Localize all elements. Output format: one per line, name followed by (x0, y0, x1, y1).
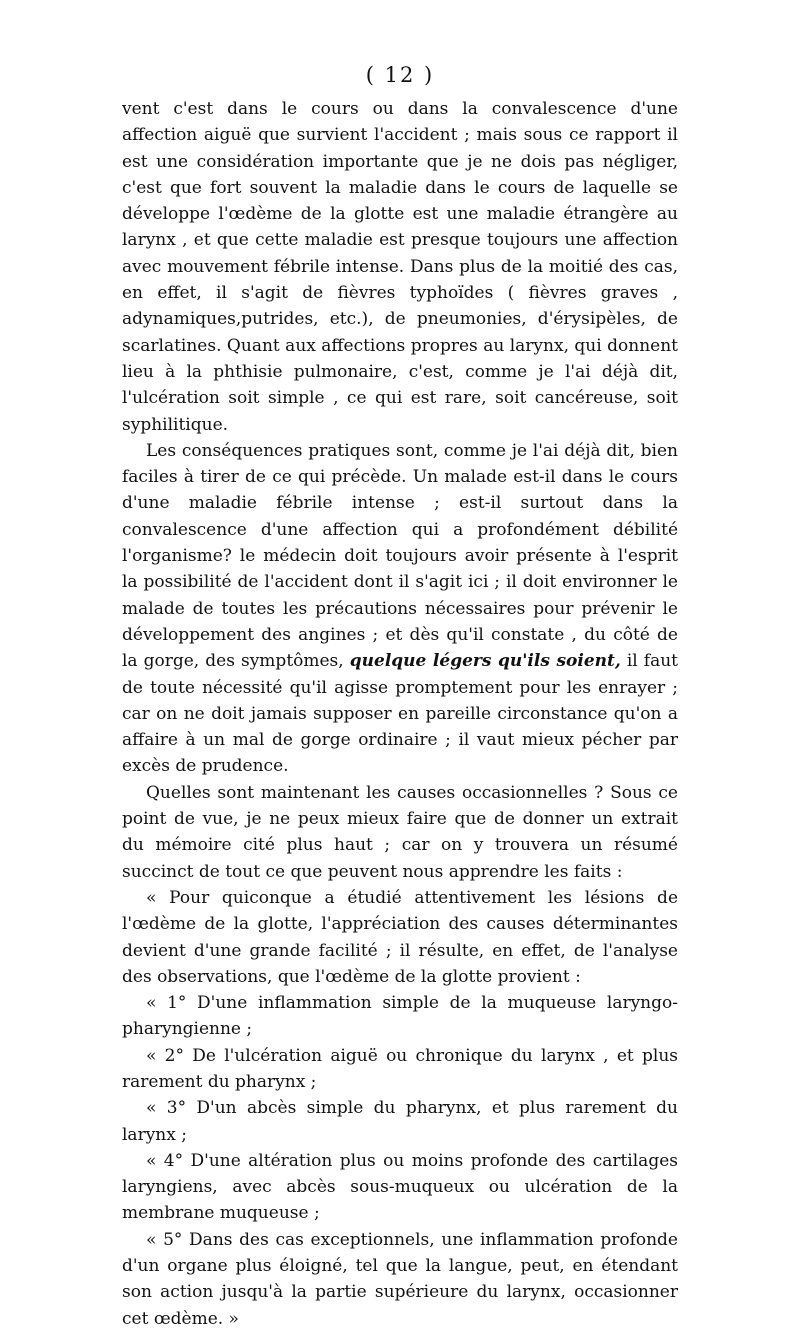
body-text (122, 96, 678, 1332)
cause-item-5: « 5° Dans des cas exceptionnels, une inflammation profonde d'un organe plus éloigné, tel que la langue, peut, en étendant son action jusqu'à la partie supérieure du larynx, occasionner cet œdème. » (122, 1229, 678, 1329)
paragraph-practical-consequences (122, 438, 678, 780)
emphasized-phrase: quelque légers qu'ils soient, (349, 651, 621, 672)
page-number: ( 12 ) (365, 63, 435, 87)
cause-item-3: « 3° D'un abcès simple du pharynx, et plus rarement du larynx ; (122, 1098, 678, 1145)
quotation-intro: « Pour quiconque a étudié attentivement les lésions de l'œdème de la glotte, l'appréciation des causes déterminantes devient d'une grande facilité ; il résulte, en effet, de l'analyse des observations, que l'œdème de la glotte provient : (122, 887, 678, 987)
paragraph-text: Les conséquences pratiques sont, comme je l'ai déjà dit, bien faciles à tirer de ce qui précède. Un malade est-il dans le cours d'une maladie fébrile intense ; est-il surtout dans la convalescence d'une affection qui a profondément débilité l'organisme? le médecin doit toujours avoir présente à l'esprit la possibilité de l'accident dont il s'agit ici ; il doit environner le malade de toutes les précautions nécessaires pour prévenir le développement des angines ; et dès qu'il constate , du côté de la gorge, des symptômes, (122, 440, 678, 672)
cause-item-4: « 4° D'une altération plus ou moins profonde des cartilages laryngiens, avec abcès sous-muqueux ou ulcération de la membrane muqueuse ; (122, 1150, 678, 1224)
paragraph-text: il faut de toute nécessité qu'il agisse promptement pour les enrayer ; car on ne doit jamais supposer en pareille circonstance qu'on a affaire à un mal de gorge ordinaire ; il vaut mieux pécher par excès de prudence. (122, 651, 679, 777)
cause-item-1: « 1° D'une inflammation simple de la muqueuse laryngo-pharyngienne ; (122, 993, 678, 1040)
paragraph-occasional-causes: Quelles sont maintenant les causes occasionnelles ? Sous ce point de vue, je ne peux mieux faire que de donner un extrait du mémoire cité plus haut ; car on y trouvera un résumé succinct de tout ce que peuvent nous apprendre les faits : (122, 782, 678, 882)
cause-item-2: « 2° De l'ulcération aiguë ou chronique du larynx , et plus rarement du pharynx ; (122, 1045, 678, 1092)
paragraph-continuation: vent c'est dans le cours ou dans la convalescence d'une affection aiguë que survient l'accident ; mais sous ce rapport il est une considération importante que je ne dois pas négliger, c'est que fort souvent la maladie dans le cours de laquelle se développe l'œdème de la glotte est une maladie étrangère au larynx , et que cette maladie est presque toujours une affection avec mouvement fébrile intense. Dans plus de la moitié des cas, en effet, il s'agit de fièvres typhoïdes ( fièvres graves , adynamiques,putrides, etc.), de pneumonies, d'érysipèles, de scarlatines. Quant aux affections propres au larynx, qui donnent lieu à la phthisie pulmonaire, c'est, comme je l'ai déjà dit, l'ulcération soit simple , ce qui est rare, soit cancéreuse, soit syphilitique. (122, 99, 678, 435)
